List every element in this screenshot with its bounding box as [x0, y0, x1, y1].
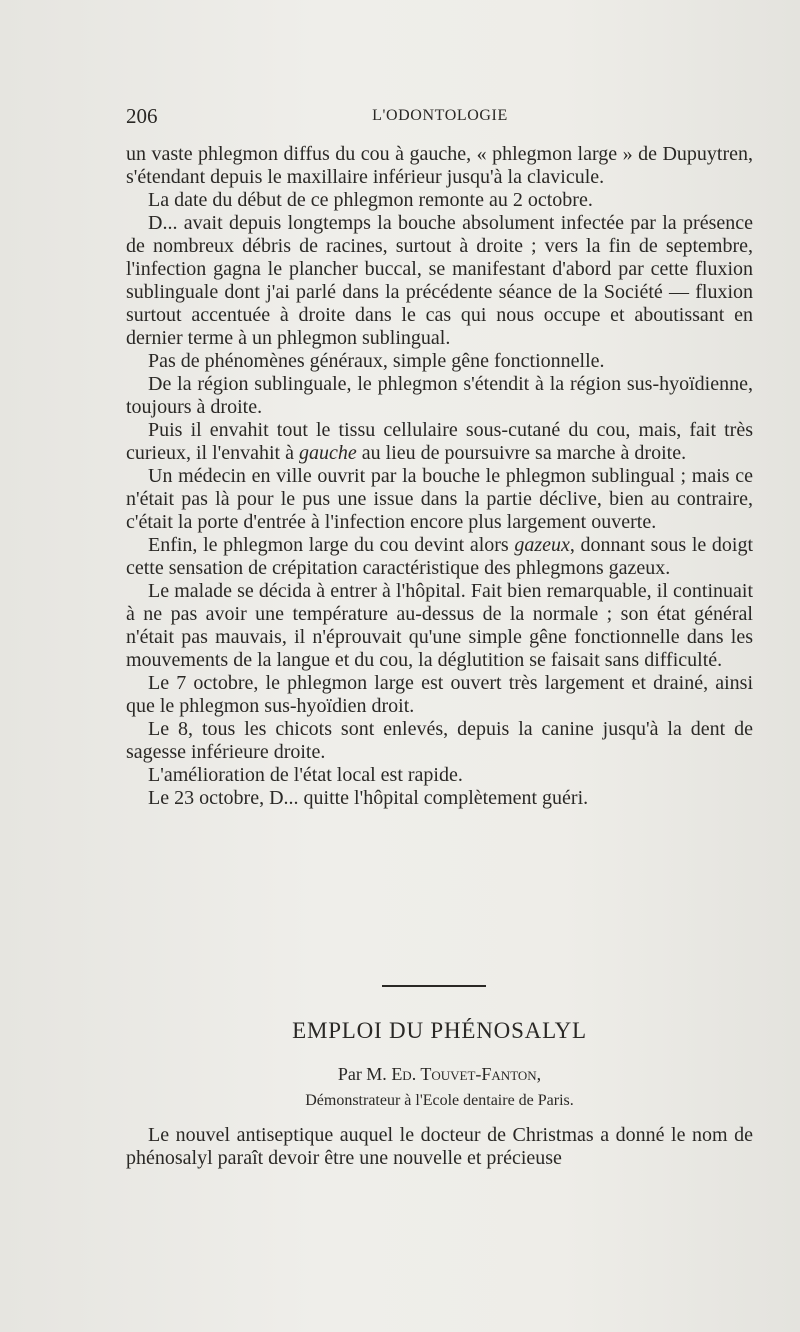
paragraph: Pas de phénomènes généraux, simple gêne fonctionnelle. [148, 350, 605, 372]
article-intro [126, 1124, 753, 1170]
paragraph: un vaste phlegmon diffus du cou à gauche, « phlegmon large » de Dupuytren, s'étendant depuis le maxillaire inférieur jusqu'à la clavicule. [126, 143, 753, 188]
paragraph: De la région sublinguale, le phlegmon s'étendit à la région sus-hyoïdienne, toujours à droite. [126, 373, 753, 418]
running-head: L'ODONTOLOGIE [372, 107, 508, 124]
italic-word: gazeux [514, 534, 570, 556]
byline-prefix: Par M. [337, 1064, 392, 1084]
paragraph: La date du début de ce phlegmon remonte au 2 octobre. [148, 189, 593, 211]
paragraph: Le nouvel antiseptique auquel le docteur de Christmas a donné le nom de phénosalyl paraît devoir être une nouvelle et précieuse [126, 1124, 753, 1169]
paragraph: Le 23 octobre, D... quitte l'hôpital complètement guéri. [148, 787, 589, 809]
paragraph: D... avait depuis longtemps la bouche absolument infectée par la présence de nombreux débris de racines, surtout à droite ; vers la fin de septembre, l'infection gagna le plancher buccal, se manifestant d'abord par cette fluxion sublinguale dont j'ai parlé dans la précédente séance de la Société — fluxion surtout accentuée à droite dans le cas qui nous occupe et aboutissant en dernier terme à un phlegmon sublingual. [126, 212, 753, 349]
author-affiliation: Démonstrateur à l'Ecole dentaire de Paris. [305, 1092, 574, 1109]
paragraph: L'amélioration de l'état local est rapide. [148, 764, 463, 786]
author-name: Ed. Touvet-Fanton, [391, 1064, 542, 1084]
paragraph: Le 8, tous les chicots sont enlevés, depuis la canine jusqu'à la dent de sagesse inférieure droite. [126, 718, 753, 763]
paragraph: Un médecin en ville ouvrit par la bouche le phlegmon sublingual ; mais ce n'était pas là pour le pus une issue dans la partie déclive, bien au contraire, c'était la porte d'entrée à l'infection encore plus largement ouverte. [126, 465, 753, 533]
case-report-text [126, 143, 753, 810]
byline [126, 1064, 753, 1085]
paragraph: Puis il envahit tout le tissu cellulaire sous-cutané du cou, mais, fait très curieux, il l'envahit à gauche au lieu de poursuivre sa marche à droite. [126, 419, 753, 464]
article-title: EMPLOI DU PHÉNOSALYL [292, 1018, 587, 1043]
paragraph: Enfin, le phlegmon large du cou devint alors gazeux, donnant sous le doigt cette sensation de crépitation caractéristique des phlegmons gazeux. [126, 534, 753, 579]
page-header [126, 104, 754, 132]
paragraph: Le 7 octobre, le phlegmon large est ouvert très largement et drainé, ainsi que le phlegmon sus-hyoïdien droit. [126, 672, 753, 717]
page-number: 206 [126, 104, 158, 128]
section-divider [382, 985, 486, 987]
italic-word: gauche [299, 442, 357, 464]
paragraph: Le malade se décida à entrer à l'hôpital. Fait bien remarquable, il continuait à ne pas avoir une température au-dessus de la normale ; son état général n'était pas mauvais, il n'éprouvait qu'une simple gêne fonctionnelle dans les mouvements de la langue et du cou, la déglutition se faisait sans difficulté. [126, 580, 753, 671]
